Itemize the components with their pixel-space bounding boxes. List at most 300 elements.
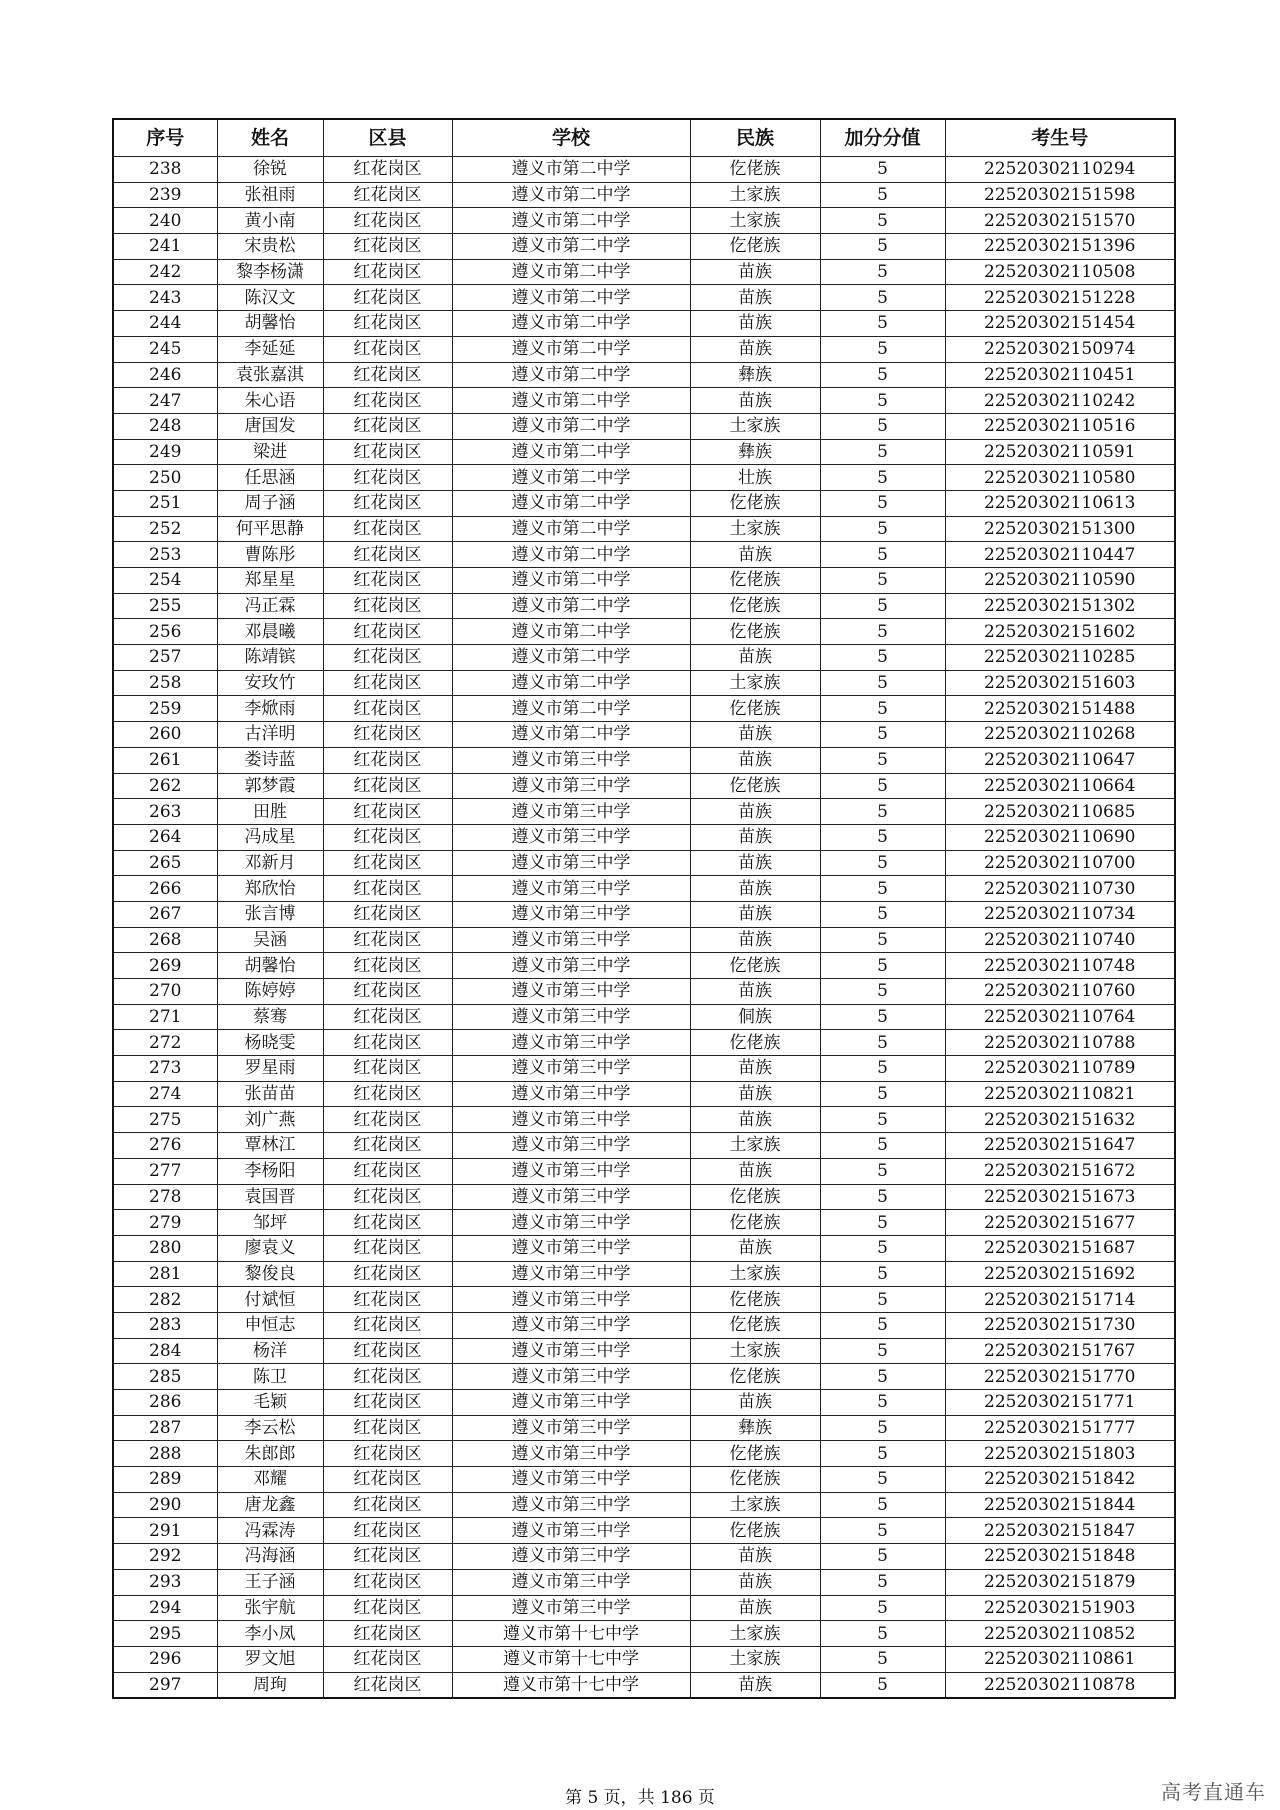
table-row: [113, 824, 1175, 850]
student-name: 田胜: [217, 799, 323, 825]
ethnicity: 苗族: [690, 901, 820, 927]
bonus-points: 5: [820, 645, 945, 671]
exam-id: 22520302110852: [945, 1621, 1175, 1647]
row-index: 248: [113, 413, 217, 439]
row-index: 244: [113, 311, 217, 337]
school-header: 学校: [452, 119, 690, 157]
school: 遵义市第三中学: [452, 1364, 690, 1390]
bonus-points: 5: [820, 516, 945, 542]
district: 红花岗区: [323, 1544, 452, 1570]
bonus-points: 5: [820, 259, 945, 285]
exam-id: 22520302151632: [945, 1107, 1175, 1133]
ethnicity: 仡佬族: [690, 953, 820, 979]
table-row: [113, 336, 1175, 362]
row-index: 282: [113, 1287, 217, 1313]
ethnicity: 土家族: [690, 1492, 820, 1518]
ethnicity: 仡佬族: [690, 157, 820, 183]
student-name: 陈汉文: [217, 285, 323, 311]
exam-id: 22520302110508: [945, 259, 1175, 285]
ethnicity: 仡佬族: [690, 1184, 820, 1210]
bonus-points: 5: [820, 362, 945, 388]
ethnicity: 土家族: [690, 670, 820, 696]
table-row: [113, 1030, 1175, 1056]
school: 遵义市第二中学: [452, 362, 690, 388]
bonus-header: 加分分值: [820, 119, 945, 157]
ethnicity: 仡佬族: [690, 234, 820, 260]
student-name: 曹陈彤: [217, 542, 323, 568]
student-name: 任思涵: [217, 465, 323, 491]
row-index: 247: [113, 388, 217, 414]
school: 遵义市第二中学: [452, 182, 690, 208]
school: 遵义市第三中学: [452, 824, 690, 850]
student-name: 郑星星: [217, 568, 323, 594]
exam-id: 22520302110760: [945, 979, 1175, 1005]
ethnicity: 土家族: [690, 182, 820, 208]
student-name: 张祖雨: [217, 182, 323, 208]
district: 红花岗区: [323, 979, 452, 1005]
header-row: [113, 119, 1175, 157]
ethnicity: 仡佬族: [690, 1210, 820, 1236]
ethnicity: 彝族: [690, 362, 820, 388]
row-index: 251: [113, 490, 217, 516]
exam-id: 22520302110764: [945, 1004, 1175, 1030]
district: 红花岗区: [323, 953, 452, 979]
exam-id: 22520302151771: [945, 1390, 1175, 1416]
exam-id: 22520302110451: [945, 362, 1175, 388]
row-index: 253: [113, 542, 217, 568]
ethnicity: 仡佬族: [690, 490, 820, 516]
table-row: [113, 1441, 1175, 1467]
ethnicity: 土家族: [690, 1646, 820, 1672]
table-row: [113, 1672, 1175, 1698]
table-row: [113, 619, 1175, 645]
student-name: 邓耀: [217, 1467, 323, 1493]
bonus-points: 5: [820, 1081, 945, 1107]
row-index: 269: [113, 953, 217, 979]
exam-id: 22520302151598: [945, 182, 1175, 208]
exam-id: 22520302110516: [945, 413, 1175, 439]
school: 遵义市第十七中学: [452, 1646, 690, 1672]
exam-id: 22520302110268: [945, 722, 1175, 748]
bonus-points: 5: [820, 157, 945, 183]
row-index: 252: [113, 516, 217, 542]
bonus-points: 5: [820, 1184, 945, 1210]
school: 遵义市第二中学: [452, 465, 690, 491]
ethnicity: 苗族: [690, 722, 820, 748]
table-row: [113, 876, 1175, 902]
district: 红花岗区: [323, 1518, 452, 1544]
student-name: 邹坪: [217, 1210, 323, 1236]
ethnicity: 苗族: [690, 1672, 820, 1698]
school: 遵义市第三中学: [452, 953, 690, 979]
school: 遵义市第三中学: [452, 1518, 690, 1544]
district: 红花岗区: [323, 1056, 452, 1082]
ethnicity: 苗族: [690, 1107, 820, 1133]
student-name: 朱郎郎: [217, 1441, 323, 1467]
exam-id: 22520302110730: [945, 876, 1175, 902]
school: 遵义市第二中学: [452, 388, 690, 414]
ethnicity: 土家族: [690, 1338, 820, 1364]
exam-id: 22520302151844: [945, 1492, 1175, 1518]
bonus-points: 5: [820, 1107, 945, 1133]
bonus-points: 5: [820, 1158, 945, 1184]
school: 遵义市第三中学: [452, 1184, 690, 1210]
school: 遵义市第三中学: [452, 799, 690, 825]
exam-id: 22520302151228: [945, 285, 1175, 311]
table-row: [113, 1467, 1175, 1493]
row-index: 273: [113, 1056, 217, 1082]
student-bonus-table: [112, 118, 1176, 1699]
table-row: [113, 722, 1175, 748]
district: 红花岗区: [323, 1390, 452, 1416]
bonus-points: 5: [820, 311, 945, 337]
row-index: 296: [113, 1646, 217, 1672]
row-index: 275: [113, 1107, 217, 1133]
bonus-points: 5: [820, 568, 945, 594]
watermark-logo-text: 高考直通车: [1161, 1780, 1266, 1804]
district: 红花岗区: [323, 1672, 452, 1698]
district: 红花岗区: [323, 722, 452, 748]
ethnicity: 彝族: [690, 439, 820, 465]
district: 红花岗区: [323, 234, 452, 260]
table-header: [113, 119, 1175, 157]
student-name: 李云松: [217, 1415, 323, 1441]
school: 遵义市第三中学: [452, 1312, 690, 1338]
district: 红花岗区: [323, 311, 452, 337]
row-index: 259: [113, 696, 217, 722]
ethnicity: 苗族: [690, 311, 820, 337]
bonus-points: 5: [820, 1492, 945, 1518]
table-row: [113, 568, 1175, 594]
row-index: 249: [113, 439, 217, 465]
ethnicity: 土家族: [690, 1261, 820, 1287]
row-index: 266: [113, 876, 217, 902]
school: 遵义市第二中学: [452, 336, 690, 362]
district: 红花岗区: [323, 927, 452, 953]
table-row: [113, 1133, 1175, 1159]
table-row: [113, 182, 1175, 208]
school: 遵义市第三中学: [452, 1235, 690, 1261]
table-row: [113, 1081, 1175, 1107]
exam-id: 22520302110788: [945, 1030, 1175, 1056]
bonus-points: 5: [820, 490, 945, 516]
student-name: 刘广燕: [217, 1107, 323, 1133]
table-row: [113, 1158, 1175, 1184]
school: 遵义市第三中学: [452, 901, 690, 927]
student-name: 冯成星: [217, 824, 323, 850]
ethnicity: 土家族: [690, 208, 820, 234]
exam-id: 22520302151692: [945, 1261, 1175, 1287]
bonus-points: 5: [820, 850, 945, 876]
bonus-points: 5: [820, 876, 945, 902]
district: 红花岗区: [323, 901, 452, 927]
ethnicity: 仡佬族: [690, 619, 820, 645]
ethnicity: 苗族: [690, 388, 820, 414]
row-index: 255: [113, 593, 217, 619]
row-index: 291: [113, 1518, 217, 1544]
student-name: 徐锐: [217, 157, 323, 183]
school: 遵义市第三中学: [452, 1081, 690, 1107]
row-index: 278: [113, 1184, 217, 1210]
exam-id: 22520302110789: [945, 1056, 1175, 1082]
ethnicity: 仡佬族: [690, 593, 820, 619]
exam-id: 22520302151570: [945, 208, 1175, 234]
table-row: [113, 1646, 1175, 1672]
exam-id: 22520302151848: [945, 1544, 1175, 1570]
school: 遵义市第十七中学: [452, 1621, 690, 1647]
school: 遵义市第二中学: [452, 413, 690, 439]
ethnicity: 仡佬族: [690, 1364, 820, 1390]
district: 红花岗区: [323, 1287, 452, 1313]
student-name: 李杨阳: [217, 1158, 323, 1184]
district: 红花岗区: [323, 1158, 452, 1184]
exam-id: 22520302110734: [945, 901, 1175, 927]
table-row: [113, 953, 1175, 979]
ethnicity: 仡佬族: [690, 1287, 820, 1313]
row-index: 261: [113, 747, 217, 773]
bonus-points: 5: [820, 670, 945, 696]
school: 遵义市第三中学: [452, 1107, 690, 1133]
table-row: [113, 1056, 1175, 1082]
district: 红花岗区: [323, 747, 452, 773]
exam-id: 22520302110613: [945, 490, 1175, 516]
bonus-points: 5: [820, 901, 945, 927]
ethnicity: 仡佬族: [690, 1312, 820, 1338]
student-name: 古洋明: [217, 722, 323, 748]
ethnicity: 苗族: [690, 876, 820, 902]
exam-id: 22520302110591: [945, 439, 1175, 465]
student-name: 黄小南: [217, 208, 323, 234]
row-index: 280: [113, 1235, 217, 1261]
table-row: [113, 979, 1175, 1005]
table-row: [113, 285, 1175, 311]
row-index: 272: [113, 1030, 217, 1056]
school: 遵义市第二中学: [452, 542, 690, 568]
bonus-points: 5: [820, 1004, 945, 1030]
district-header: 区县: [323, 119, 452, 157]
student-bonus-table-container: [112, 118, 1174, 1699]
bonus-points: 5: [820, 1569, 945, 1595]
district: 红花岗区: [323, 1081, 452, 1107]
exam-id: 22520302151673: [945, 1184, 1175, 1210]
district: 红花岗区: [323, 516, 452, 542]
student-name: 胡馨怡: [217, 311, 323, 337]
table-row: [113, 901, 1175, 927]
student-name: 张言博: [217, 901, 323, 927]
school: 遵义市第三中学: [452, 850, 690, 876]
ethnicity: 苗族: [690, 1595, 820, 1621]
district: 红花岗区: [323, 1595, 452, 1621]
table-row: [113, 1544, 1175, 1570]
table-row: [113, 850, 1175, 876]
row-index: 283: [113, 1312, 217, 1338]
school: 遵义市第二中学: [452, 593, 690, 619]
ethnicity: 苗族: [690, 336, 820, 362]
table-row: [113, 1004, 1175, 1030]
district: 红花岗区: [323, 1004, 452, 1030]
exam-id: 22520302110685: [945, 799, 1175, 825]
row-index: 258: [113, 670, 217, 696]
exam-id: 22520302151603: [945, 670, 1175, 696]
student-name: 李焮雨: [217, 696, 323, 722]
bonus-points: 5: [820, 388, 945, 414]
exam-id: 22520302110690: [945, 824, 1175, 850]
ethnicity: 苗族: [690, 1390, 820, 1416]
student-name: 郭梦霞: [217, 773, 323, 799]
bonus-points: 5: [820, 413, 945, 439]
school: 遵义市第三中学: [452, 979, 690, 1005]
district: 红花岗区: [323, 850, 452, 876]
ethnicity: 土家族: [690, 413, 820, 439]
exam-id: 22520302151847: [945, 1518, 1175, 1544]
table-row: [113, 388, 1175, 414]
school: 遵义市第三中学: [452, 1210, 690, 1236]
table-row: [113, 311, 1175, 337]
table-row: [113, 1107, 1175, 1133]
school: 遵义市第二中学: [452, 568, 690, 594]
student-name: 娄诗蓝: [217, 747, 323, 773]
exam-id: 22520302151396: [945, 234, 1175, 260]
district: 红花岗区: [323, 465, 452, 491]
student-name: 邓新月: [217, 850, 323, 876]
bonus-points: 5: [820, 1415, 945, 1441]
table-row: [113, 465, 1175, 491]
bonus-points: 5: [820, 747, 945, 773]
student-name: 吴涵: [217, 927, 323, 953]
district: 红花岗区: [323, 1467, 452, 1493]
district: 红花岗区: [323, 285, 452, 311]
student-name: 覃林江: [217, 1133, 323, 1159]
district: 红花岗区: [323, 336, 452, 362]
district: 红花岗区: [323, 1235, 452, 1261]
exam-id: 22520302151454: [945, 311, 1175, 337]
row-index: 243: [113, 285, 217, 311]
student-name: 申恒志: [217, 1312, 323, 1338]
exam-id: 22520302110861: [945, 1646, 1175, 1672]
school: 遵义市第三中学: [452, 1467, 690, 1493]
district: 红花岗区: [323, 362, 452, 388]
exam-id: 22520302151770: [945, 1364, 1175, 1390]
row-index: 240: [113, 208, 217, 234]
table-body: [113, 157, 1175, 1699]
district: 红花岗区: [323, 1621, 452, 1647]
student-name: 唐国发: [217, 413, 323, 439]
ethnicity: 苗族: [690, 1569, 820, 1595]
school: 遵义市第三中学: [452, 1569, 690, 1595]
bonus-points: 5: [820, 953, 945, 979]
exam-id: 22520302151687: [945, 1235, 1175, 1261]
school: 遵义市第二中学: [452, 259, 690, 285]
student-name: 安玫竹: [217, 670, 323, 696]
table-row: [113, 1261, 1175, 1287]
student-name: 张宇航: [217, 1595, 323, 1621]
district: 红花岗区: [323, 1569, 452, 1595]
ethnicity: 苗族: [690, 1056, 820, 1082]
district: 红花岗区: [323, 1210, 452, 1236]
exam-id: 22520302151647: [945, 1133, 1175, 1159]
ethnicity: 苗族: [690, 979, 820, 1005]
ethnicity: 苗族: [690, 1158, 820, 1184]
student-name: 杨晓雯: [217, 1030, 323, 1056]
ethnicity: 侗族: [690, 1004, 820, 1030]
row-index: 294: [113, 1595, 217, 1621]
exam-id: 22520302110590: [945, 568, 1175, 594]
exam-id: 22520302151879: [945, 1569, 1175, 1595]
index-header: 序号: [113, 119, 217, 157]
district: 红花岗区: [323, 259, 452, 285]
bonus-points: 5: [820, 1390, 945, 1416]
ethnicity: 仡佬族: [690, 773, 820, 799]
ethnicity: 壮族: [690, 465, 820, 491]
row-index: 288: [113, 1441, 217, 1467]
district: 红花岗区: [323, 1030, 452, 1056]
ethnicity: 仡佬族: [690, 1030, 820, 1056]
district: 红花岗区: [323, 645, 452, 671]
row-index: 263: [113, 799, 217, 825]
school: 遵义市第二中学: [452, 439, 690, 465]
district: 红花岗区: [323, 1338, 452, 1364]
district: 红花岗区: [323, 1107, 452, 1133]
bonus-points: 5: [820, 1261, 945, 1287]
school: 遵义市第三中学: [452, 1056, 690, 1082]
ethnicity: 土家族: [690, 1621, 820, 1647]
exam-id: 22520302110647: [945, 747, 1175, 773]
table-row: [113, 1287, 1175, 1313]
student-name: 胡馨怡: [217, 953, 323, 979]
school: 遵义市第二中学: [452, 311, 690, 337]
exam-id: 22520302151714: [945, 1287, 1175, 1313]
school: 遵义市第二中学: [452, 696, 690, 722]
school: 遵义市第三中学: [452, 1133, 690, 1159]
table-row: [113, 1595, 1175, 1621]
school: 遵义市第三中学: [452, 747, 690, 773]
table-row: [113, 670, 1175, 696]
ethnicity: 彝族: [690, 1415, 820, 1441]
table-row: [113, 1390, 1175, 1416]
exam-id: 22520302110748: [945, 953, 1175, 979]
row-index: 274: [113, 1081, 217, 1107]
ethnicity: 苗族: [690, 1081, 820, 1107]
student-name: 李小凤: [217, 1621, 323, 1647]
bonus-points: 5: [820, 1672, 945, 1698]
bonus-points: 5: [820, 979, 945, 1005]
row-index: 279: [113, 1210, 217, 1236]
ethnicity: 苗族: [690, 927, 820, 953]
exam-id: 22520302151803: [945, 1441, 1175, 1467]
row-index: 256: [113, 619, 217, 645]
row-index: 286: [113, 1390, 217, 1416]
district: 红花岗区: [323, 799, 452, 825]
ethnicity: 苗族: [690, 645, 820, 671]
exam-id: 22520302110664: [945, 773, 1175, 799]
student-name: 邓晨曦: [217, 619, 323, 645]
table-row: [113, 1518, 1175, 1544]
row-index: 254: [113, 568, 217, 594]
student-name: 黎俊良: [217, 1261, 323, 1287]
district: 红花岗区: [323, 824, 452, 850]
student-name: 冯正霖: [217, 593, 323, 619]
school: 遵义市第三中学: [452, 1158, 690, 1184]
bonus-points: 5: [820, 1030, 945, 1056]
bonus-points: 5: [820, 1364, 945, 1390]
district: 红花岗区: [323, 773, 452, 799]
ethnicity: 苗族: [690, 799, 820, 825]
row-index: 268: [113, 927, 217, 953]
district: 红花岗区: [323, 696, 452, 722]
bonus-points: 5: [820, 1518, 945, 1544]
school: 遵义市第三中学: [452, 1004, 690, 1030]
student-name: 何平思静: [217, 516, 323, 542]
